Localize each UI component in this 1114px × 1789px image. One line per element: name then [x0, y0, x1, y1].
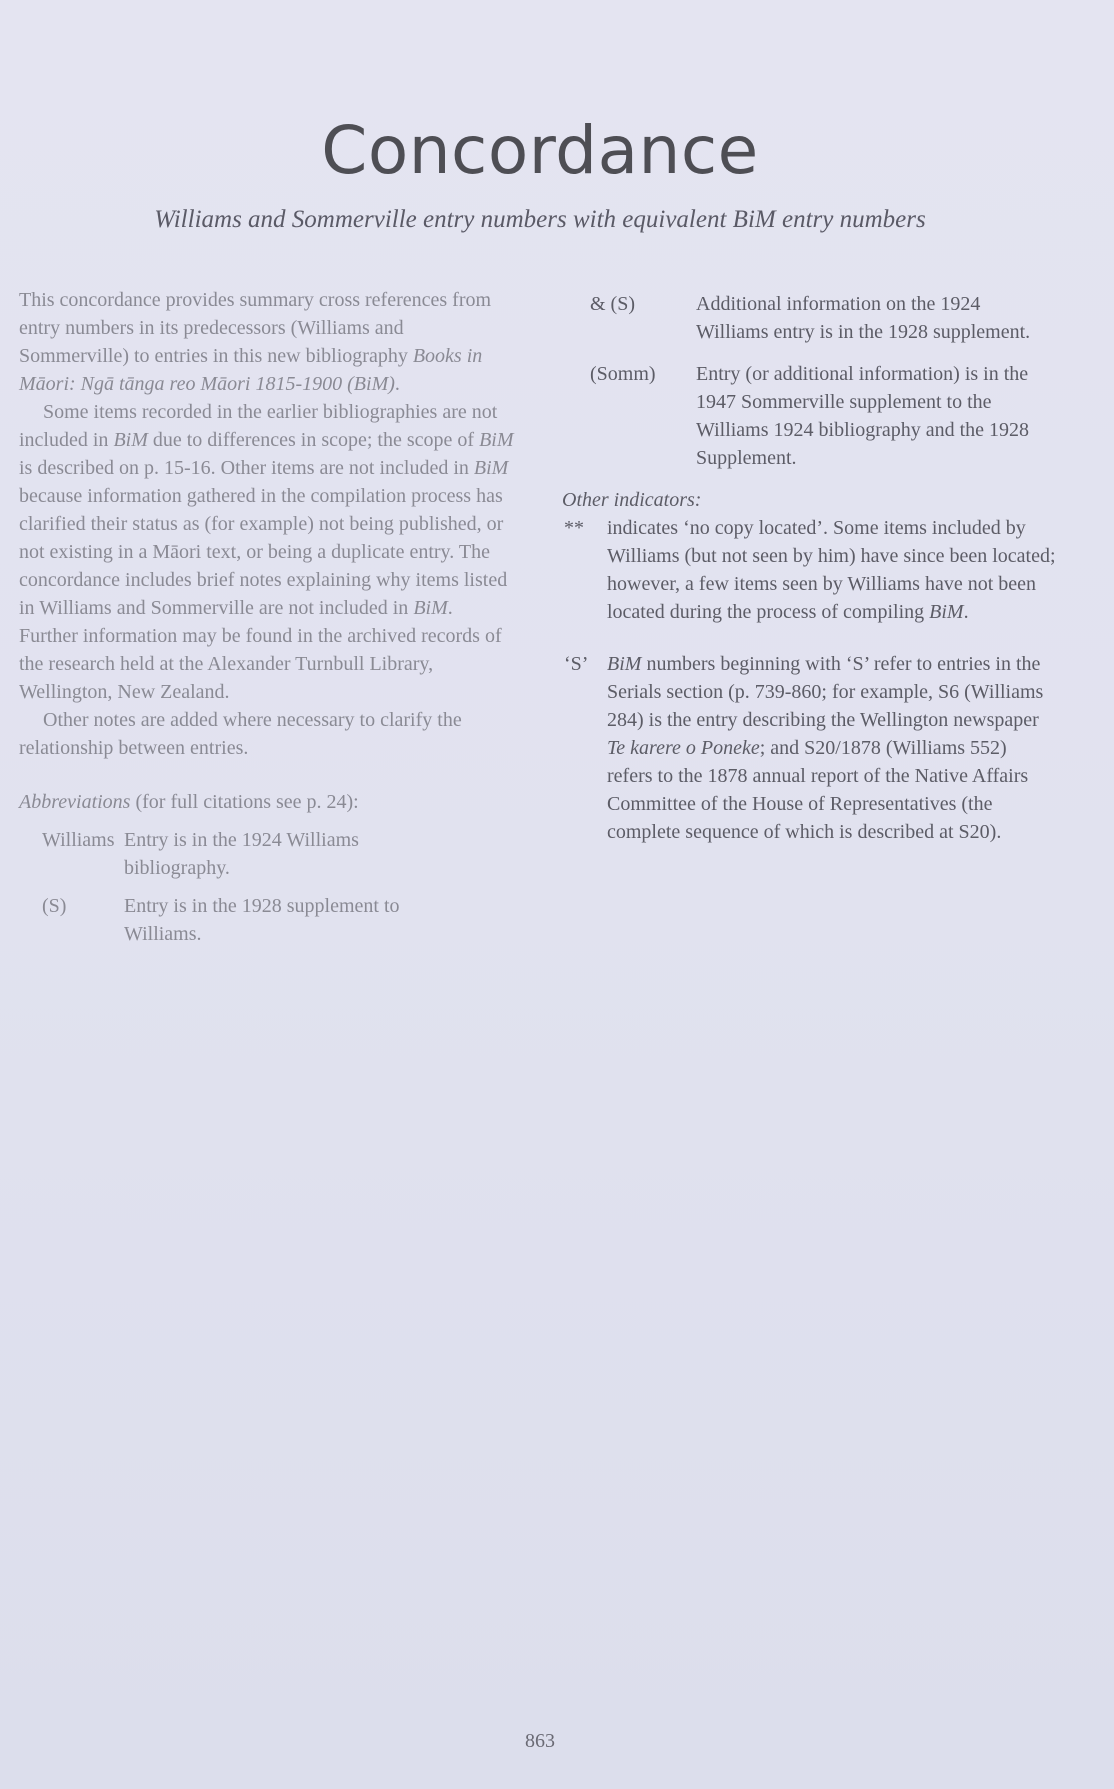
abbreviations-note: (for full citations see p. 24): [130, 791, 359, 813]
abbreviation-value: Additional information on the 1924 Williams entry is in the 1928 supplement. [696, 293, 1031, 343]
newspaper-title: Te karere o Poneke [607, 737, 760, 759]
indicator-key: ** [564, 517, 584, 539]
scope-text-5: . Further information may be found in the archived records of the research held at the Alexander Turnbull Library, Wellington, New Zealand. [19, 597, 502, 703]
scope-text-2: due to differences in scope; the scope of [147, 429, 480, 451]
abbreviation-row [19, 892, 514, 948]
indicator-text-end: . [963, 601, 969, 623]
bim-abbr: BiM [479, 429, 514, 451]
abbreviation-row [562, 360, 1062, 472]
intro-paragraph [19, 286, 514, 398]
abbreviation-value: Entry (or additional information) is in the 1947 Sommerville supplement to the Williams 1924 bibliography and the 1928 Supplement. [696, 363, 1030, 469]
abbreviation-key: (Somm) [590, 363, 656, 385]
abbreviation-key: Williams [42, 829, 115, 851]
abbreviation-key: (S) [42, 895, 67, 917]
indicator-text: numbers beginning with ‘S’ refer to entries in the Serials section (p. 739-860; for example, S6 (Williams 284) is the entry describing the Wellington newspaper [607, 653, 1044, 731]
abbreviation-row [562, 290, 1062, 346]
bim-abbr: BiM [113, 429, 148, 451]
page-title: Concordance [321, 112, 759, 189]
book-title: Books in Māori: Ngā tānga reo Māori 1815-1900 (BiM) [19, 345, 483, 395]
page-number: 863 [525, 1730, 555, 1752]
bim-abbr: BiM [413, 597, 448, 619]
indicator-row [562, 650, 1062, 846]
intro-text: This concordance provides summary cross references from entry numbers in its predecessors (Williams and Sommerville) to entries in this new bibliography [19, 289, 492, 367]
right-column [562, 290, 1062, 870]
abbreviation-value: Entry is in the 1928 supplement to Williams. [124, 895, 400, 945]
abbreviation-key: & (S) [590, 293, 635, 315]
indicator-text: indicates ‘no copy located’. Some items included by Williams (but not seen by him) have since been located; however, a few items seen by Williams have not been located during the process of compiling [607, 517, 1056, 623]
scope-text-4: because information gathered in the compilation process has clarified their status as (for example) not being published, or not existing in a Māori text, or being a duplicate entry. The concordance includes brief notes explaining why items listed in Williams and Sommerville are not included in [19, 485, 508, 619]
intro-text-end: . [394, 373, 400, 395]
left-column [19, 286, 514, 948]
indicator-description [607, 514, 1057, 626]
scope-text-1: Some items recorded in the earlier bibliographies are not included in [19, 401, 498, 451]
page-subtitle: Williams and Sommerville entry numbers with equivalent BiM entry numbers [154, 206, 926, 233]
indicator-text-end: ; and S20/1878 (Williams 552) refers to the 1878 annual report of the Native Affairs Committee of the House of Representatives (the complete sequence of which is described at S20). [607, 737, 1029, 843]
bim-abbr: BiM [607, 653, 642, 675]
bim-abbr: BiM [929, 601, 964, 623]
notes-paragraph: Other notes are added where necessary to clarify the relationship between entries. [19, 709, 462, 759]
scope-text-3: is described on p. 15-16. Other items are not included in [19, 457, 474, 479]
indicator-description [607, 650, 1057, 846]
indicator-row [562, 514, 1062, 626]
bim-abbr: BiM [473, 457, 509, 479]
abbreviation-value: Entry is in the 1924 Williams bibliography. [124, 829, 359, 879]
scope-paragraph [19, 398, 514, 706]
abbreviations-label: Abbreviations [19, 791, 131, 813]
indicator-key: ‘S’ [564, 653, 589, 675]
abbreviations-heading [19, 788, 514, 816]
other-indicators-heading: Other indicators: [562, 489, 702, 511]
abbreviation-row [19, 826, 514, 882]
